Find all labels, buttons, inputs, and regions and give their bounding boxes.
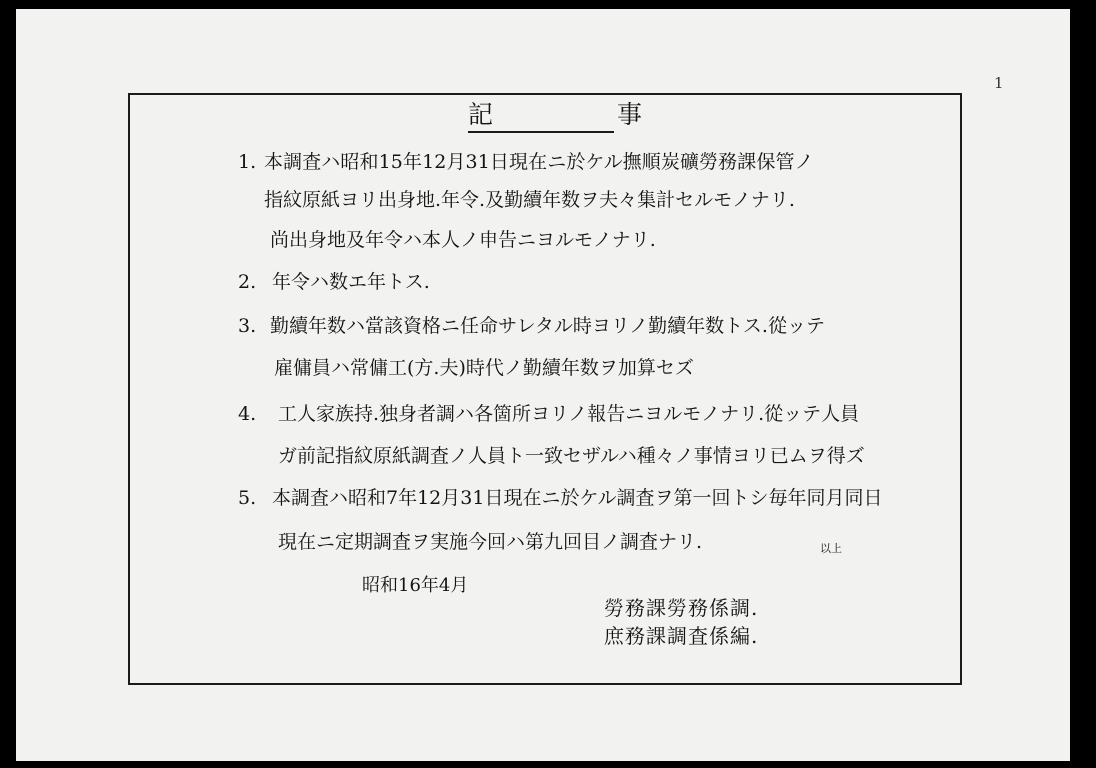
page-number: 1	[994, 74, 1004, 92]
item-line: 尚出身地及年令ハ本人ノ申告ニヨルモノナリ.	[270, 229, 656, 251]
item-line: 本調査ハ昭和15年12月31日現在ニ於ケル撫順炭礦勞務課保管ノ	[264, 151, 814, 173]
item-number: 3.	[238, 315, 257, 337]
item-line: ガ前記指紋原紙調査ノ人員ト一致セザルハ種々ノ事情ヨリ已ムヲ得ズ	[278, 445, 865, 467]
item-number: 4.	[238, 403, 257, 425]
item-line: 現在ニ定期調査ヲ実施今回ハ第九回目ノ調査ナリ.	[278, 531, 703, 553]
item-number: 1.	[238, 151, 257, 173]
item-number: 5.	[238, 487, 257, 509]
item-line: 工人家族持.独身者調ハ各箇所ヨリノ報告ニヨルモノナリ.從ッテ人員	[278, 403, 860, 425]
item-number: 2.	[238, 271, 257, 293]
closing-mark: 以上	[820, 542, 842, 555]
item-line: 勤續年数ハ當該資格ニ任命サレタル時ヨリノ勤續年数トス.從ッテ	[270, 315, 825, 337]
signature-line: 勞務課勞務係調.	[604, 596, 759, 620]
notes-title: 記 事	[468, 100, 614, 133]
notes-frame	[128, 93, 962, 685]
item-line: 年令ハ数エ年トス.	[272, 271, 430, 293]
signature-line: 庶務課調査係編.	[604, 624, 759, 648]
document-date: 昭和16年4月	[362, 575, 469, 596]
item-line: 雇傭員ハ常傭工(方.夫)時代ノ勤續年数ヲ加算セズ	[274, 357, 694, 379]
item-line: 指紋原紙ヨリ出身地.年令.及勤續年数ヲ夫々集計セルモノナリ.	[264, 189, 795, 211]
item-line: 本調査ハ昭和7年12月31日現在ニ於ケル調査ヲ第一回トシ毎年同月同日	[272, 487, 883, 509]
